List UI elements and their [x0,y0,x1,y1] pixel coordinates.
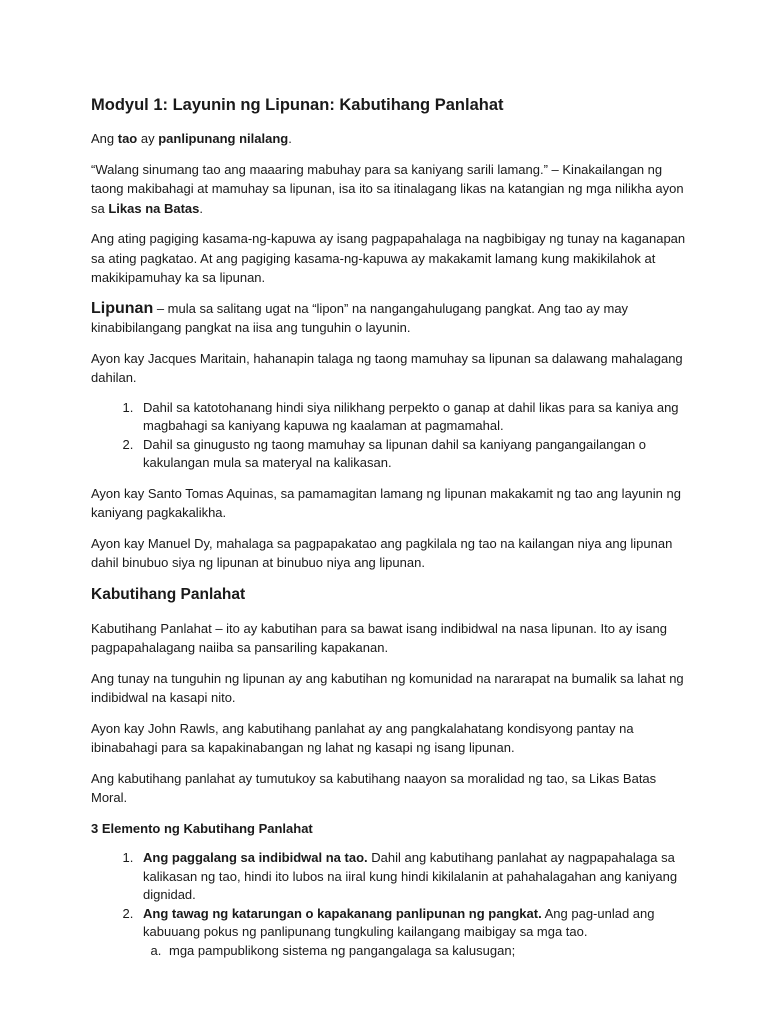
list-item [137,905,688,961]
kp-definition: Kabutihang Panlahat – ito ay kabutihan para sa bawat isang indibidwal na nasa lipunan. Ito ay isang pagpapahalagang naiiba sa pansariling kapakanan. [91,620,668,655]
quote-end: . [199,200,204,216]
page-title: Modyul 1: Layunin ng Lipunan: Kabutihang Panlahat [91,96,504,114]
element-title: Ang tawag ng katarungan o kapakanang panlipunan ng pangkat. [143,905,542,921]
list-item [137,849,688,905]
aquinas-paragraph: Ayon kay Santo Tomas Aquinas, sa pamamagitan lamang ng lipunan makakamit ng tao ang layunin ng kaniyang pagkakalikha. [91,485,681,520]
list-item: 1. Dahil sa katotohanang hindi siya nilikhang perpekto o ganap at dahil likas para sa kaniya ang magbahagi sa kaniyang kapuwa ng kaalaman at pagmamahal. [137,399,688,436]
element-text: Ang pag-unlad ang kabuuang pokus ng panlipunang tungkuling kailangang maibigay sa mga tao. [143,905,655,939]
intro-bold-tao: tao [117,131,138,146]
lipunan-term: Lipunan [91,299,154,317]
intro-bold-nilalang: panlipunang nilalang [158,131,289,146]
rawls-paragraph: Ayon kay John Rawls, ang kabutihang panlahat ay ang pangkalahatang kondisyong pantay na ibinabahagi para sa kapakinabangan ng lahat ng kasapi ng isang lipunan. [91,720,634,755]
kp-tunguhin: Ang tunay na tunguhin ng lipunan ay ang kabutihan ng komunidad na nararapat na bumalik sa lahat ng indibidwal na kasapi nito. [91,670,684,705]
sub-list-item: a. mga pampublikong sistema ng pangangalaga sa kalusugan; [165,942,688,961]
moral-paragraph: Ang kabutihang panlahat ay tumutukoy sa kabutihang naayon sa moralidad ng tao, sa Likas Batas Moral. [91,770,657,805]
quote-text: “Walang sinumang tao ang maaaring mabuhay para sa kaniyang sarili lamang.” – Kinakailangan ng taong makibahagi at mamuhay sa lipunan, isa ito sa itinalagang likas na katangian ng mga nilikha ayon sa [91,161,684,216]
element-text: Dahil ang kabutihang panlahat ay nagpapahalaga sa kalikasan ng tao, hindi ito lubos na iiral kung hindi kikilalanin at pahahalagahan ang kaniyang dignidad. [143,850,678,902]
maritain-intro: Ayon kay Jacques Maritain, hahanapin talaga ng taong mamuhay sa lipunan sa dalawang mahalagang dahilan. [91,350,683,385]
kapwa-paragraph: Ang ating pagiging kasama-ng-kapuwa ay isang pagpapahalaga na nagbibigay ng tunay na kaganapan sa ating pagkatao. At ang pagiging kasama-ng-kapuwa ay makakamit lamang kung makikilahok at makikipamuhay ka sa lipunan. [91,231,686,285]
element-sub-list [143,942,688,961]
intro-post: . [288,131,292,146]
lipunan-text: – mula sa salitang ugat na “lipon” na nangangahulugang pangkat. Ang tao ay may kinabibilangang pangkat na iisa ang tunguhin o layunin. [91,300,629,335]
elements-list [91,849,688,960]
element-title: Ang paggalang sa indibidwal na tao. [143,850,368,865]
list-item: 2. Dahil sa ginugusto ng taong mamuhay sa lipunan dahil sa kaniyang pangangailangan o kakulangan mula sa materyal na kalikasan. [137,436,688,473]
quote-paragraph [91,160,688,219]
maritain-reasons-list [91,399,688,473]
intro-pre: Ang [91,131,118,146]
lipunan-definition [91,299,688,338]
intro-paragraph [91,129,688,149]
elements-heading: 3 Elemento ng Kabutihang Panlahat [91,820,313,836]
quote-bold-likas-na-batas: Likas na Batas [108,200,200,216]
section-heading-kabutihang-panlahat: Kabutihang Panlahat [91,585,246,603]
intro-mid: ay [137,131,159,146]
dy-paragraph: Ayon kay Manuel Dy, mahalaga sa pagpapakatao ang pagkilala ng tao na kailangan niya ang lipunan dahil binubuo siya ng lipunan at binubuo niya ang lipunan. [91,535,673,570]
